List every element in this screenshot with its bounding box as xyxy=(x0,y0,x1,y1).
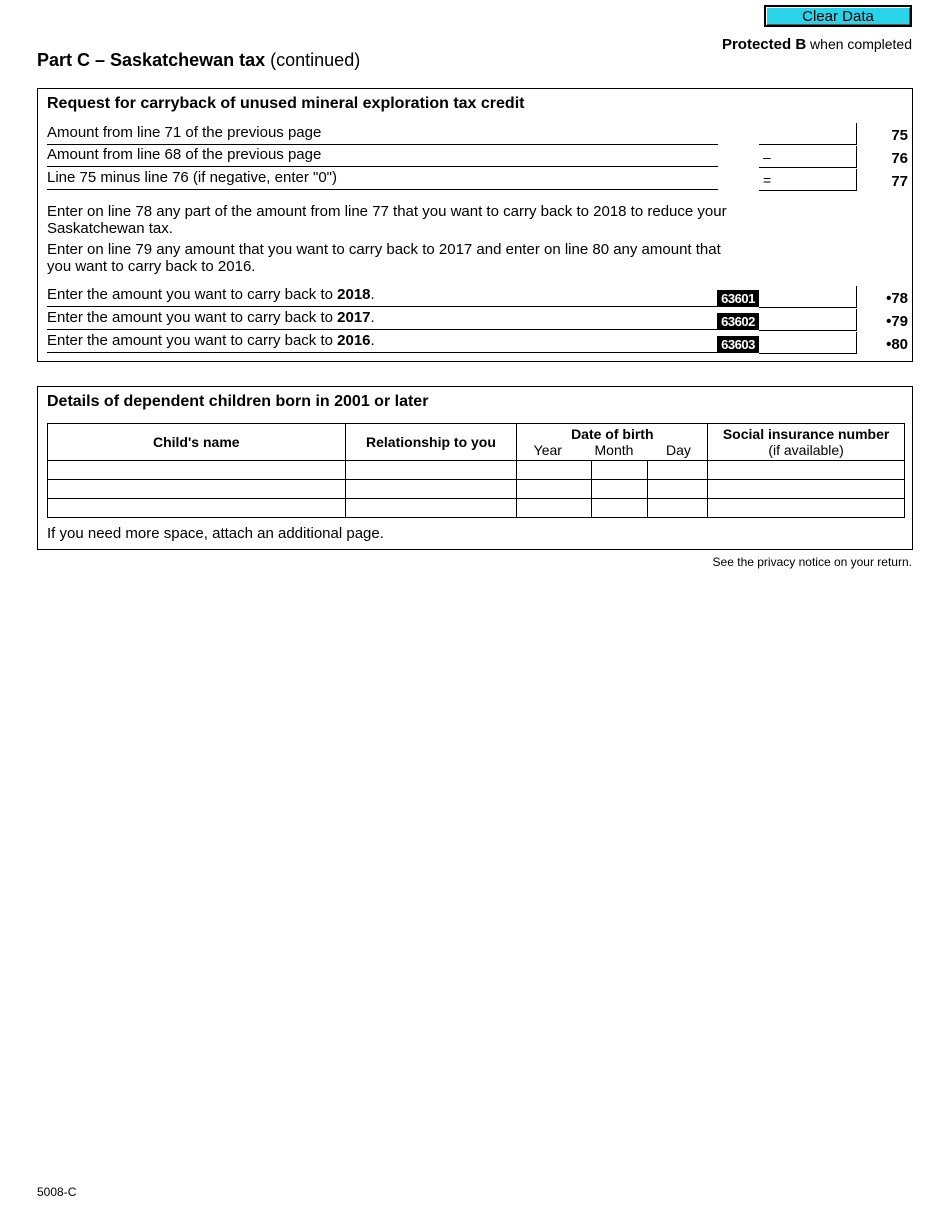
sin-input[interactable] xyxy=(708,499,905,518)
page-title xyxy=(37,50,360,71)
dependent-children-section xyxy=(37,386,913,550)
line-79-field[interactable] xyxy=(759,309,857,331)
table-row xyxy=(48,461,905,480)
line-77-label: Line 75 minus line 76 (if negative, enter "0") xyxy=(47,169,337,186)
child-name-input[interactable] xyxy=(48,480,346,499)
line-78-field[interactable] xyxy=(759,286,857,308)
dob-day-input[interactable] xyxy=(648,499,708,518)
part-title-continued: (continued) xyxy=(270,50,361,70)
dob-month-label: Month xyxy=(594,442,634,458)
dob-day-input[interactable] xyxy=(648,480,708,499)
sin-input[interactable] xyxy=(708,461,905,480)
relationship-input[interactable] xyxy=(345,480,517,499)
line-78-row xyxy=(47,285,718,307)
line-79-number: •79 xyxy=(886,313,908,330)
code-63602-badge: 63602 xyxy=(717,313,759,330)
privacy-notice: See the privacy notice on your return. xyxy=(712,555,912,569)
line-78-label: Enter the amount you want to carry back to 2018. xyxy=(47,286,375,303)
line-76-operator: – xyxy=(763,149,771,165)
line-80-field[interactable] xyxy=(759,332,857,354)
line-77-number: 77 xyxy=(891,173,908,190)
line-79-row xyxy=(47,308,718,330)
form-number: 5008-C xyxy=(37,1185,77,1199)
sin-subtitle: (if available) xyxy=(768,442,844,458)
line-78-text: Enter the amount you want to carry back to xyxy=(47,286,338,303)
protected-suffix: when completed xyxy=(810,36,912,52)
part-title-main: Part C – Saskatchewan tax xyxy=(37,50,266,70)
line-77-operator: = xyxy=(763,172,772,188)
line-78-number: •78 xyxy=(886,290,908,307)
line-79-year: 2017 xyxy=(337,309,371,326)
line-75-row xyxy=(47,123,718,145)
dob-year-input[interactable] xyxy=(517,480,592,499)
dob-day-input[interactable] xyxy=(648,461,708,480)
line-79-text: Enter the amount you want to carry back to xyxy=(47,309,338,326)
line-76-label: Amount from line 68 of the previous page xyxy=(47,146,322,163)
children-table xyxy=(47,423,905,518)
line-75-field[interactable] xyxy=(759,123,857,145)
sin-input[interactable] xyxy=(708,480,905,499)
line-79-label: Enter the amount you want to carry back to 2017. xyxy=(47,309,375,326)
relationship-input[interactable] xyxy=(345,461,517,480)
protected-label: Protected B xyxy=(721,36,807,53)
line-80-text: Enter the amount you want to carry back to xyxy=(47,332,338,349)
line-75-number: 75 xyxy=(891,127,908,144)
col-child-name: Child's name xyxy=(48,424,346,461)
line-80-year: 2016 xyxy=(337,332,371,349)
line-76-number: 76 xyxy=(891,150,908,167)
code-63601-badge: 63601 xyxy=(717,290,759,307)
col-date-of-birth xyxy=(517,424,708,461)
relationship-input[interactable] xyxy=(345,499,517,518)
carryback-title: Request for carryback of unused mineral exploration tax credit xyxy=(47,95,525,112)
instruction-line-78: Enter on line 78 any part of the amount from line 77 that you want to carry back to 2018 to reduce your Saskatchewan tax. xyxy=(47,203,727,237)
dob-title: Date of birth xyxy=(571,426,654,442)
col-sin xyxy=(708,424,905,461)
dob-month-input[interactable] xyxy=(592,480,648,499)
dob-day-label: Day xyxy=(665,442,691,458)
clear-data-button[interactable]: Clear Data xyxy=(764,5,912,27)
protected-b-notice xyxy=(722,36,912,53)
line-80-label: Enter the amount you want to carry back to 2016. xyxy=(47,332,375,349)
more-space-note: If you need more space, attach an additional page. xyxy=(47,525,384,542)
line-76-row xyxy=(47,145,718,167)
line-75-label: Amount from line 71 of the previous page xyxy=(47,124,322,141)
dob-month-input[interactable] xyxy=(592,461,648,480)
carryback-section xyxy=(37,88,913,362)
sin-title: Social insurance number xyxy=(722,426,890,442)
table-row xyxy=(48,499,905,518)
instruction-lines-79-80: Enter on line 79 any amount that you want to carry back to 2017 and enter on line 80 any amount that you want to carry back to 2016. xyxy=(47,241,721,275)
dob-month-input[interactable] xyxy=(592,499,648,518)
child-name-input[interactable] xyxy=(48,461,346,480)
children-title: Details of dependent children born in 2001 or later xyxy=(47,393,429,410)
line-78-year: 2018 xyxy=(337,286,371,303)
dob-year-input[interactable] xyxy=(517,499,592,518)
line-77-row xyxy=(47,168,718,190)
table-row xyxy=(48,480,905,499)
line-80-row xyxy=(47,331,718,353)
child-name-input[interactable] xyxy=(48,499,346,518)
dob-year-input[interactable] xyxy=(517,461,592,480)
col-relationship: Relationship to you xyxy=(345,424,517,461)
children-header-row xyxy=(48,424,905,461)
dob-year-label: Year xyxy=(533,442,562,458)
line-76-field[interactable] xyxy=(759,146,857,168)
code-63603-badge: 63603 xyxy=(717,336,759,353)
line-80-number: •80 xyxy=(886,336,908,353)
line-77-field[interactable] xyxy=(759,169,857,191)
